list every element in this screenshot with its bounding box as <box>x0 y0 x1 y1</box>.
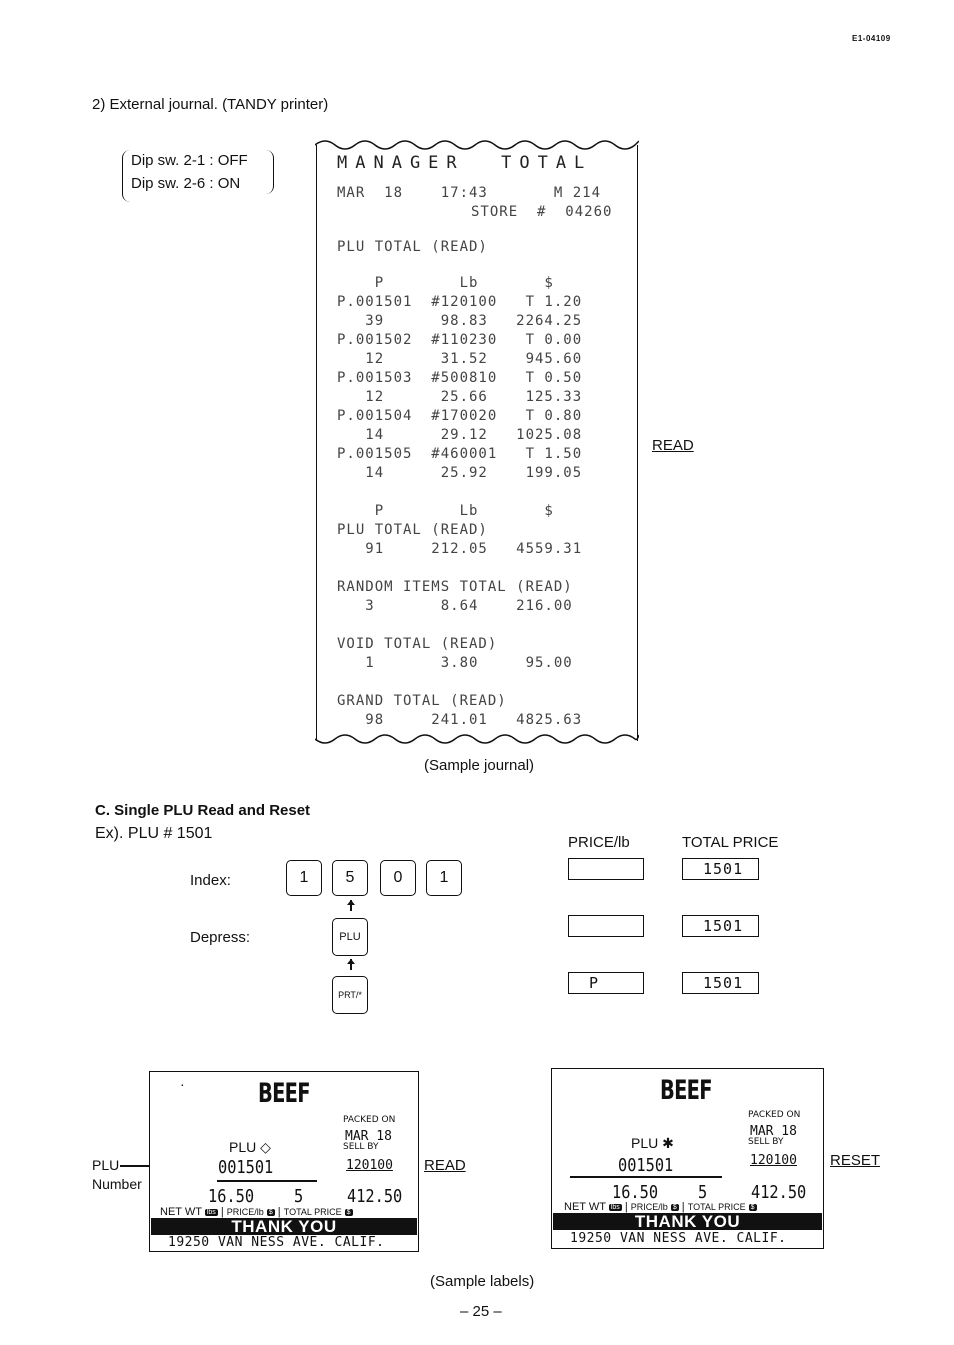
sell-by-label: SELL BY <box>343 1142 379 1152</box>
product-name: BEEF <box>258 1078 310 1109</box>
document-id: E1-04109 <box>852 34 891 43</box>
packed-date: MAR 18 <box>750 1124 797 1139</box>
label-read-mark: READ <box>424 1157 466 1174</box>
journal-read-label: READ <box>652 437 694 454</box>
random-items-values: 3 8.64 216.00 <box>337 598 573 614</box>
plu-row-values: 12 25.66 125.33 <box>337 389 583 405</box>
journal-date-line: MAR 18 17:43 M 214 <box>337 185 602 201</box>
sell-by-date: 120100 <box>750 1153 797 1168</box>
dip-switch-line: Dip sw. 2-1 : OFF <box>131 152 248 169</box>
total-price-display: 1501 <box>682 972 759 994</box>
example-line: Ex). PLU # 1501 <box>95 825 213 842</box>
price-lb-header: PRICE/lb <box>568 834 630 851</box>
plu-row-line: P.001505 #460001 T 1.50 <box>337 446 583 462</box>
section-c-title: C. Single PLU Read and Reset <box>95 802 311 819</box>
total-column-header: P Lb $ <box>337 503 554 519</box>
key-1[interactable]: 1 <box>286 860 322 896</box>
price-lb-display <box>568 858 644 880</box>
total-price-display: 1501 <box>682 915 759 937</box>
sample-label-reset <box>551 1068 824 1249</box>
plu-number: 001501 <box>618 1155 674 1176</box>
dollar-tag: $ <box>672 1203 677 1211</box>
plu-row-line: P.001502 #110230 T 0.00 <box>337 332 583 348</box>
total-price-display: 1501 <box>682 858 759 880</box>
lbs-tag: lbs <box>206 1208 216 1216</box>
key-0[interactable]: 0 <box>380 860 416 896</box>
random-items-label: RANDOM ITEMS TOTAL (READ) <box>337 579 573 595</box>
arrow-down-icon <box>350 900 352 911</box>
price-per-lb-value: 5 <box>294 1186 304 1207</box>
sample-label-read <box>149 1071 419 1252</box>
section-heading: 2) External journal. (TANDY printer) <box>92 96 329 113</box>
plu-read-header: PLU TOTAL (READ) <box>337 239 488 255</box>
label-legend: NET WT lbs | PRICE/lb $ | TOTAL PRICE $ <box>160 1206 351 1218</box>
void-total-values: 1 3.80 95.00 <box>337 655 573 671</box>
torn-edge-top <box>315 139 639 151</box>
plu-line: PLU ◇ <box>229 1139 271 1155</box>
product-name: BEEF <box>660 1075 712 1106</box>
price-per-lb-value: 5 <box>698 1182 708 1203</box>
void-total-label: VOID TOTAL (READ) <box>337 636 498 652</box>
plu-number-pointer-label-2: Number <box>92 1176 142 1192</box>
price-lb-display <box>568 915 644 937</box>
thank-you-bar: THANK YOU <box>151 1218 417 1235</box>
depress-label: Depress: <box>190 929 251 946</box>
torn-edge-bottom <box>315 733 639 745</box>
price-lb-display: P <box>568 972 644 994</box>
dip-switch-settings <box>122 150 274 202</box>
plu-row-values: 14 25.92 199.05 <box>337 465 583 481</box>
total-price-header: TOTAL PRICE <box>682 834 779 851</box>
plu-total-label: PLU TOTAL (READ) <box>337 522 488 538</box>
total-price-value: 412.50 <box>347 1186 403 1207</box>
plu-number: 001501 <box>218 1157 274 1178</box>
sample-journal <box>316 145 638 741</box>
store-address: 19250 VAN NESS AVE. CALIF. <box>570 1231 787 1246</box>
plu-row-line: P.001503 #500810 T 0.50 <box>337 370 583 386</box>
page-number: – 25 – <box>460 1303 502 1320</box>
grand-total-label: GRAND TOTAL (READ) <box>337 693 507 709</box>
plu-row-values: 14 29.12 1025.08 <box>337 427 583 443</box>
labels-caption: (Sample labels) <box>430 1273 535 1290</box>
plu-row-values: 12 31.52 945.60 <box>337 351 583 367</box>
net-weight-value: 16.50 <box>208 1186 255 1207</box>
plu-total-values: 91 212.05 4559.31 <box>337 541 583 557</box>
prt-key[interactable]: PRT/* <box>332 976 368 1014</box>
total-price-value: 412.50 <box>751 1182 807 1203</box>
plu-number-pointer-label: PLU <box>92 1157 120 1173</box>
dot-mark: · <box>180 1076 185 1092</box>
left-brace <box>122 150 131 202</box>
index-label: Index: <box>190 872 231 889</box>
lbs-tag: lbs <box>610 1203 620 1211</box>
journal-store-line: STORE # 04260 <box>471 204 613 220</box>
store-address: 19250 VAN NESS AVE. CALIF. <box>168 1235 385 1250</box>
arrow-down-icon <box>350 959 352 970</box>
plu-row-values: 39 98.83 2264.25 <box>337 313 583 329</box>
plu-row-line: P.001504 #170020 T 0.80 <box>337 408 583 424</box>
plu-key[interactable]: PLU <box>332 918 368 956</box>
dollar-tag: $ <box>268 1208 273 1216</box>
label-reset-mark: RESET <box>830 1152 881 1169</box>
packed-on-label: PACKED ON <box>343 1115 396 1125</box>
journal-caption: (Sample journal) <box>424 757 535 774</box>
packed-on-label: PACKED ON <box>748 1110 801 1120</box>
key-1[interactable]: 1 <box>426 860 462 896</box>
thank-you-bar: THANK YOU <box>553 1213 822 1230</box>
right-brace <box>265 150 274 194</box>
plu-line: PLU ✱ <box>631 1135 674 1151</box>
column-header: P Lb $ <box>337 275 554 291</box>
plu-row-line: P.001501 #120100 T 1.20 <box>337 294 583 310</box>
plu-underline <box>217 1180 317 1182</box>
sell-by-date: 120100 <box>346 1158 393 1173</box>
dollar-tag: $ <box>750 1203 755 1211</box>
plu-underline <box>570 1176 722 1178</box>
packed-date: MAR 18 <box>345 1129 392 1144</box>
grand-total-values: 98 241.01 4825.63 <box>337 712 583 728</box>
sell-by-label: SELL BY <box>748 1137 784 1147</box>
key-5[interactable]: 5 <box>332 860 368 896</box>
journal-title: MANAGER TOTAL <box>337 153 593 173</box>
dollar-tag: $ <box>346 1208 351 1216</box>
label-legend: NET WT lbs | PRICE/lb $ | TOTAL PRICE $ <box>564 1201 755 1213</box>
dip-switch-line: Dip sw. 2-6 : ON <box>131 175 241 192</box>
net-weight-value: 16.50 <box>612 1182 659 1203</box>
